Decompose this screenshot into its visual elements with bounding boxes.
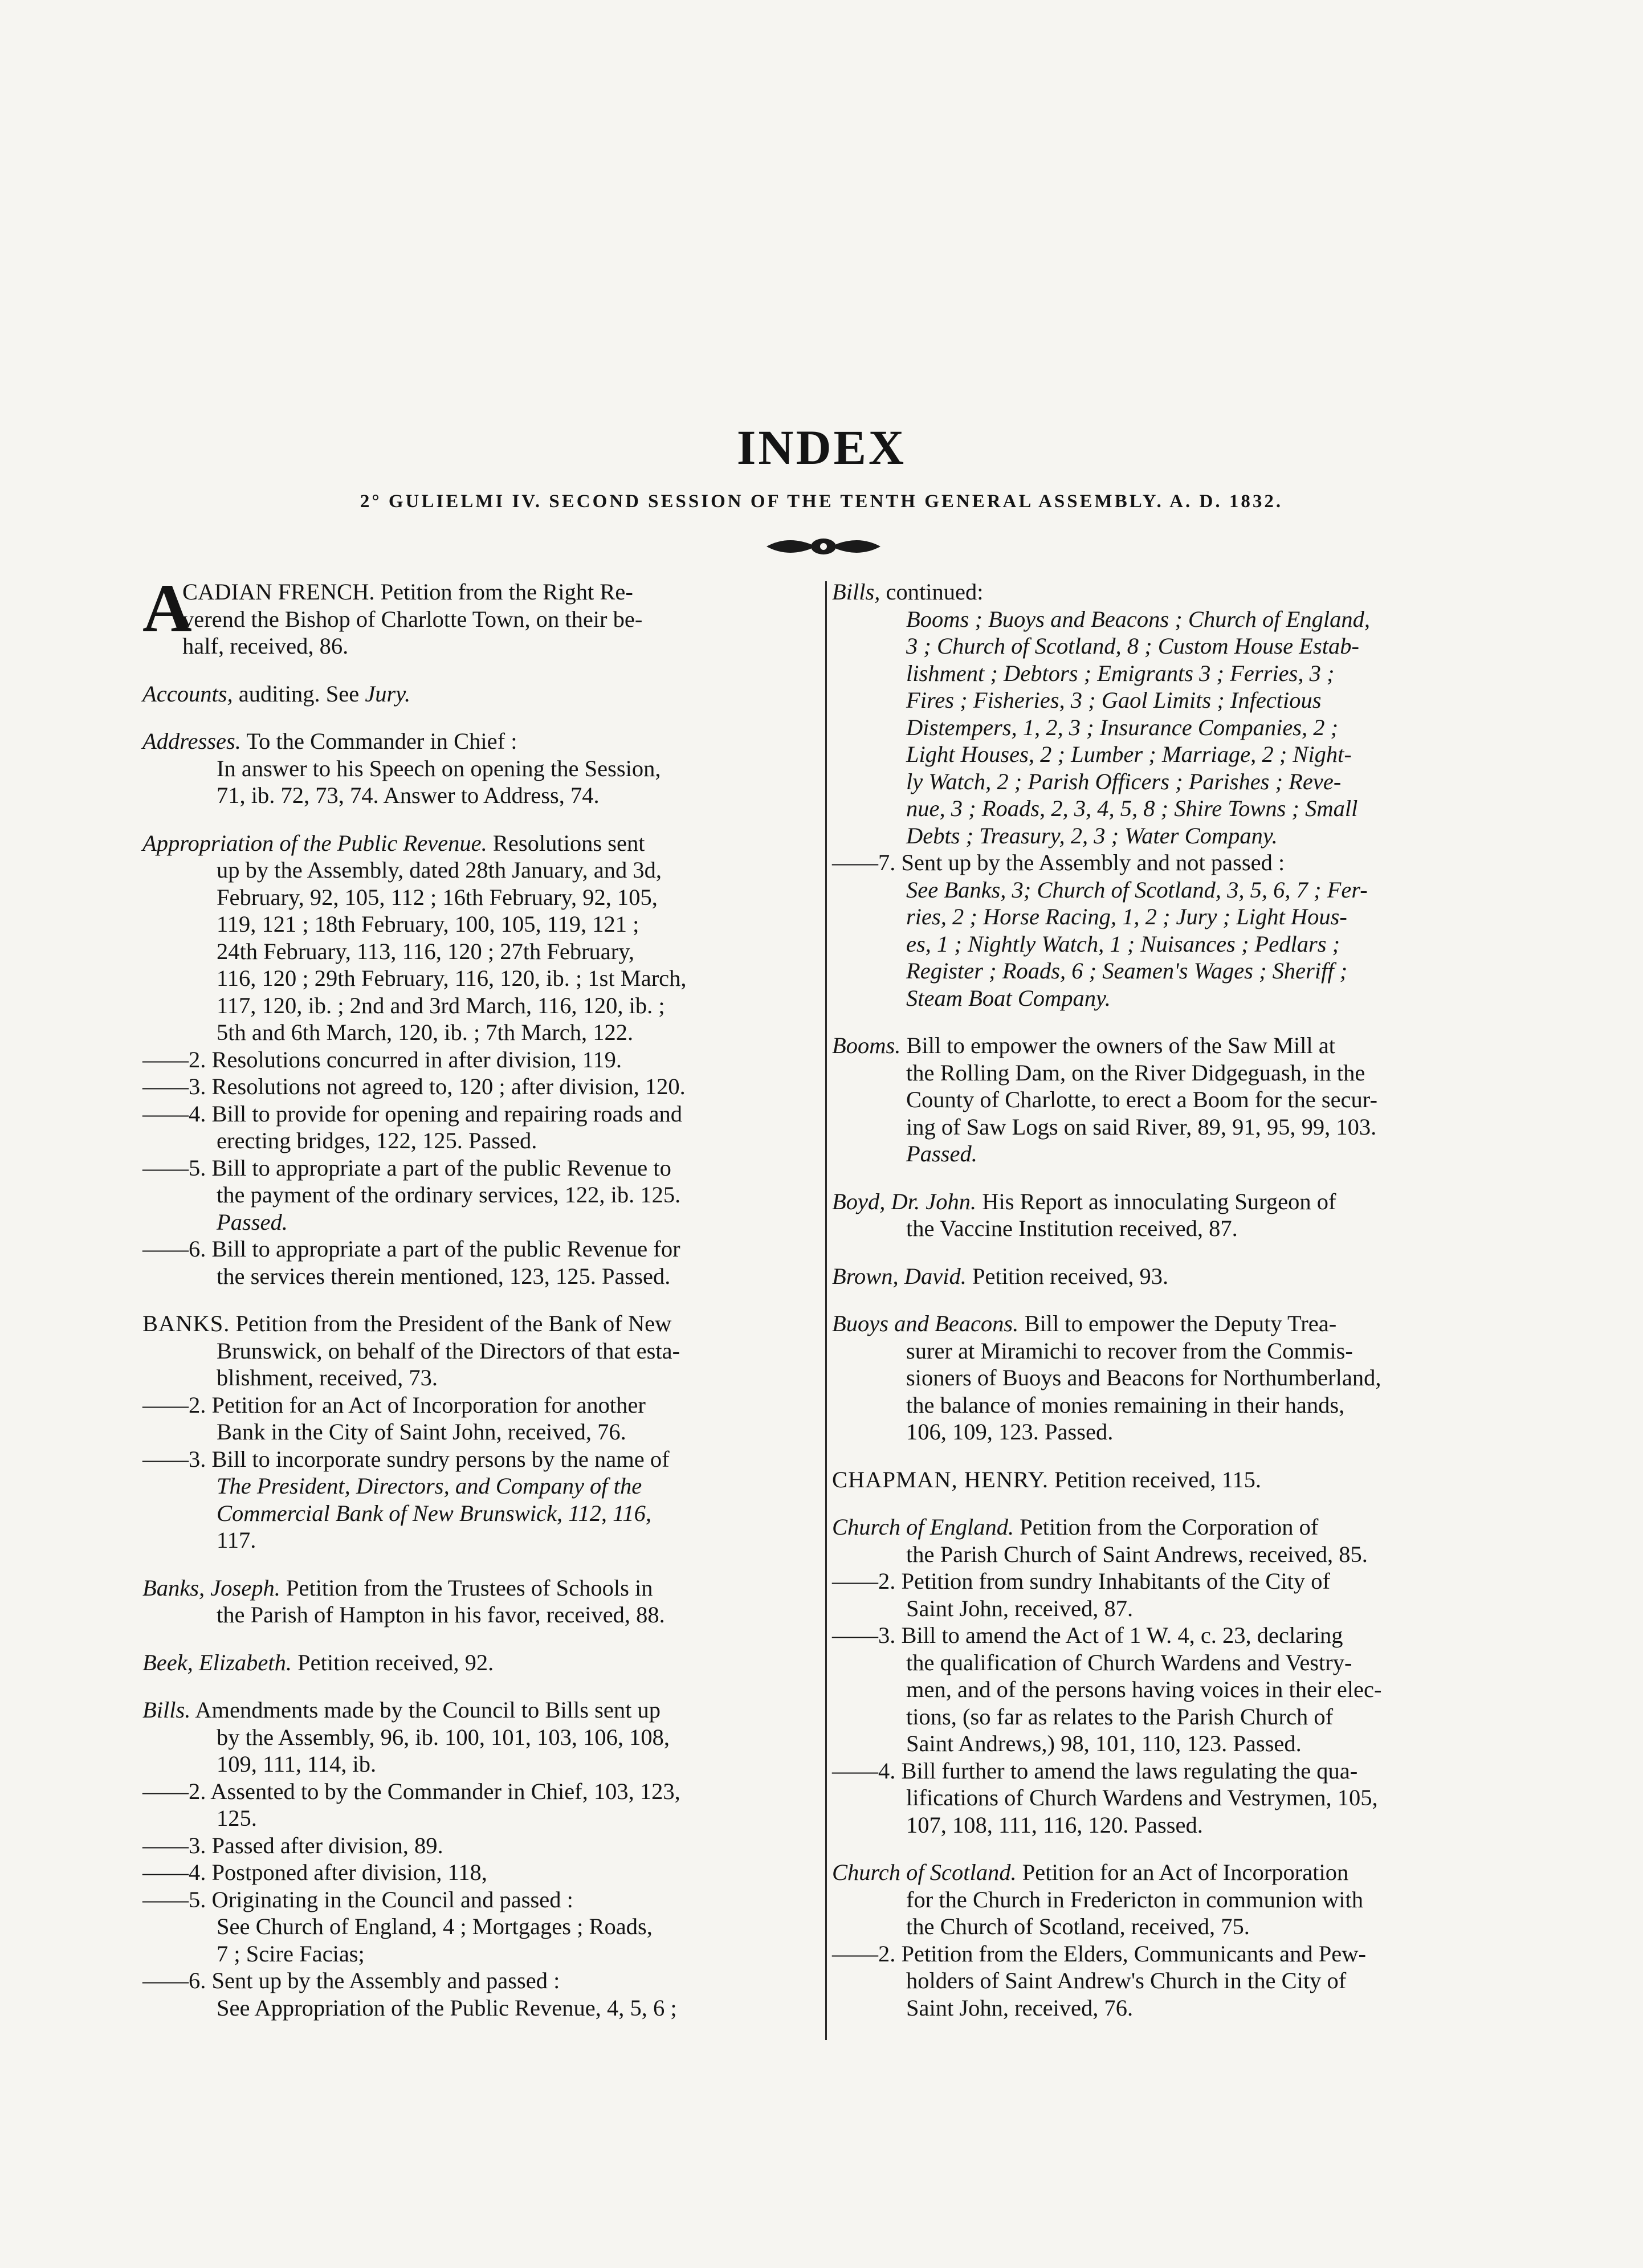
entry-heading: Brown, David. xyxy=(832,1263,967,1289)
entry-heading: Boyd, Dr. John. xyxy=(832,1188,977,1214)
entry-chapman-henry xyxy=(832,1466,1513,1494)
entry-line: verend the Bishop of Charlotte Town, on their be- xyxy=(182,606,643,632)
sub-entry: ——5. Bill to appropriate a part of the public Revenue to xyxy=(142,1155,671,1181)
entry-heading: Church of Scotland. xyxy=(832,1859,1017,1885)
sub-entry: 7 ; Scire Facias; xyxy=(217,1940,365,1967)
entry-heading: Church of England. xyxy=(832,1514,1014,1540)
sub-entry: See Church of England, 4 ; Mortgages ; Roads, xyxy=(217,1914,653,1939)
entry-heading: Accounts, xyxy=(142,680,233,707)
entry-line: 71, ib. 72, 73, 74. Answer to Address, 74. xyxy=(217,782,600,808)
entry-line: ly Watch, 2 ; Parish Officers ; Parishes ; Reve- xyxy=(906,768,1342,794)
sub-entry: tions, (so far as relates to the Parish Church of xyxy=(906,1703,1334,1729)
sub-entry: ——4. Bill further to amend the laws regulating the qua- xyxy=(832,1757,1358,1784)
entry-appropriation xyxy=(142,830,822,1290)
entry-line: 119, 121 ; 18th February, 100, 105, 119, 121 ; xyxy=(217,911,639,937)
entry-line: Booms ; Buoys and Beacons ; Church of England, xyxy=(906,606,1371,632)
entry-bills-continued xyxy=(832,578,1513,1011)
sub-entry: Steam Boat Company. xyxy=(906,985,1111,1011)
sub-entry: ——4. Bill to provide for opening and repairing roads and xyxy=(142,1100,683,1127)
entry-addresses xyxy=(142,728,822,809)
entry-buoys-beacons xyxy=(832,1310,1513,1446)
entry-line: Debts ; Treasury, 2, 3 ; Water Company. xyxy=(906,822,1278,849)
entry-text: Petition received, 93. xyxy=(966,1263,1169,1289)
entry-text: Petition for an Act of Incorporation xyxy=(1016,1859,1349,1885)
entry-text: Amendments made by the Council to Bills sent up xyxy=(190,1697,661,1723)
entry-line: 116, 120 ; 29th February, 116, 120, ib. ; 1st March, xyxy=(217,965,687,991)
entry-line: blishment, received, 73. xyxy=(217,1365,438,1390)
entry-heading: Addresses. xyxy=(142,728,241,754)
entry-line: the Rolling Dam, on the River Didgeguash, in the xyxy=(906,1059,1365,1086)
entry-accounts xyxy=(142,680,822,708)
entry-text: Petition received, 92. xyxy=(292,1649,494,1675)
sub-entry: 107, 108, 111, 116, 120. Passed. xyxy=(906,1812,1203,1838)
entry-line: for the Church in Fredericton in communion with xyxy=(906,1886,1363,1912)
sub-entry: the payment of the ordinary services, 122, ib. 125. xyxy=(217,1182,681,1208)
sub-entry: ——3. Bill to amend the Act of 1 W. 4, c. 23, declaring xyxy=(832,1622,1343,1648)
entry-line: lishment ; Debtors ; Emigrants 3 ; Ferries, 3 ; xyxy=(906,660,1335,686)
sub-entry: ries, 2 ; Horse Racing, 1, 2 ; Jury ; Light Hous- xyxy=(906,904,1347,929)
entry-text: Petition received, 115. xyxy=(1048,1466,1261,1492)
entry-line: up by the Assembly, dated 28th January, and 3d, xyxy=(217,857,662,883)
sub-entry: the services therein mentioned, 123, 125. Passed. xyxy=(217,1263,671,1289)
entry-line: sioners of Buoys and Beacons for Northumberland, xyxy=(906,1365,1381,1390)
entry-text: Resolutions sent xyxy=(487,830,645,856)
sub-entry: the qualification of Church Wardens and Vestry- xyxy=(906,1649,1352,1675)
sub-entry: erecting bridges, 122, 125. Passed. xyxy=(217,1128,537,1153)
sub-entry: The President, Directors, and Company of the xyxy=(217,1473,642,1499)
entry-line: Brunswick, on behalf of the Directors of that esta- xyxy=(217,1337,680,1364)
sub-entry: Saint John, received, 87. xyxy=(906,1595,1134,1621)
entry-line: Distempers, 1, 2, 3 ; Insurance Companies, 2 ; xyxy=(906,714,1339,740)
entry-line: ing of Saw Logs on said River, 89, 91, 95, 99, 103. xyxy=(906,1113,1377,1140)
entry-text: To the Commander in Chief : xyxy=(240,728,517,754)
sub-entry: ——4. Postponed after division, 118, xyxy=(142,1859,487,1885)
sub-entry: ——2. Petition from the Elders, Communicants and Pew- xyxy=(832,1940,1366,1967)
drop-cap: A xyxy=(142,570,192,646)
entry-heading: Banks, Joseph. xyxy=(142,1574,280,1601)
sub-entry: ——2. Petition from sundry Inhabitants of the City of xyxy=(832,1568,1331,1594)
index-column-right xyxy=(832,578,1513,2042)
entry-heading: Appropriation of the Public Revenue. xyxy=(142,830,487,856)
sub-entry: lifications of Church Wardens and Vestrymen, 105, xyxy=(906,1785,1378,1810)
ornament-divider-icon xyxy=(764,531,883,562)
sub-entry: men, and of the persons having voices in their elec- xyxy=(906,1676,1382,1702)
entry-text: His Report as innoculating Surgeon of xyxy=(976,1188,1336,1214)
entry-heading: Bills. xyxy=(142,1697,191,1723)
column-divider xyxy=(825,581,827,2040)
sub-entry: es, 1 ; Nightly Watch, 1 ; Nuisances ; Pedlars ; xyxy=(906,931,1340,957)
entry-text: Petition from the Trustees of Schools in xyxy=(280,1574,653,1601)
sub-entry: ——3. Passed after division, 89. xyxy=(142,1832,443,1858)
entry-line: Fires ; Fisheries, 3 ; Gaol Limits ; Infectious xyxy=(906,687,1322,713)
entry-line: surer at Miramichi to recover from the Commis- xyxy=(906,1337,1353,1364)
entry-line: 109, 111, 114, ib. xyxy=(217,1751,377,1777)
entry-line: In answer to his Speech on opening the Session, xyxy=(217,755,661,781)
entry-line: the Vaccine Institution received, 87. xyxy=(906,1215,1238,1241)
sub-entry: ——7. Sent up by the Assembly and not passed : xyxy=(832,850,1285,875)
entry-line: 117, 120, ib. ; 2nd and 3rd March, 116, 120, ib. ; xyxy=(217,992,665,1018)
entry-booms xyxy=(832,1032,1513,1168)
sub-entry: 125. xyxy=(217,1805,257,1831)
cross-reference: Jury. xyxy=(365,680,411,707)
entry-line: nue, 3 ; Roads, 2, 3, 4, 5, 8 ; Shire Towns ; Small xyxy=(906,796,1358,821)
sub-entry: holders of Saint Andrew's Church in the City of xyxy=(906,1968,1347,1993)
entry-heading: Booms. xyxy=(832,1033,901,1058)
sub-entry: ——6. Bill to appropriate a part of the public Revenue for xyxy=(142,1236,680,1262)
entry-line: 3 ; Church of Scotland, 8 ; Custom House Estab- xyxy=(906,633,1359,659)
page-title: INDEX xyxy=(736,420,907,475)
sub-entry: ——5. Originating in the Council and passed : xyxy=(142,1886,573,1912)
entry-text: Bill to empower the owners of the Saw Mill at xyxy=(900,1033,1335,1058)
entry-text: Petition from the President of the Bank of New xyxy=(230,1311,672,1336)
entry-line: Passed. xyxy=(906,1141,977,1166)
entry-beek-elizabeth xyxy=(142,1649,822,1676)
index-column-left xyxy=(142,570,822,2042)
sub-entry: Passed. xyxy=(217,1209,288,1235)
sub-entry: ——3. Bill to incorporate sundry persons by the name of xyxy=(142,1446,670,1472)
entry-banks xyxy=(142,1310,822,1554)
sub-entry: See Appropriation of the Public Revenue, 4, 5, 6 ; xyxy=(217,1994,677,2021)
entry-line: 106, 109, 123. Passed. xyxy=(906,1419,1114,1445)
entry-line: the Church of Scotland, received, 75. xyxy=(906,1914,1250,1939)
entry-text: continued: xyxy=(880,579,984,605)
entry-heading: Bills, xyxy=(832,579,880,605)
entry-line: the balance of monies remaining in their hands, xyxy=(906,1392,1345,1418)
entry-church-scotland xyxy=(832,1859,1513,2021)
entry-line: the Parish of Hampton in his favor, received, 88. xyxy=(217,1602,665,1627)
entry-line: 24th February, 113, 116, 120 ; 27th February, xyxy=(217,938,635,964)
entry-church-england xyxy=(832,1514,1513,1838)
sub-entry: ——6. Sent up by the Assembly and passed : xyxy=(142,1968,560,1993)
entry-line: Light Houses, 2 ; Lumber ; Marriage, 2 ; Night- xyxy=(906,741,1352,767)
entry-text: Bill to empower the Deputy Trea- xyxy=(1018,1311,1337,1336)
sub-entry: Saint Andrews,) 98, 101, 110, 123. Passed. xyxy=(906,1731,1302,1756)
entry-heading: BANKS. xyxy=(142,1311,230,1336)
entry-heading: Buoys and Beacons. xyxy=(832,1311,1019,1336)
sub-entry: Saint John, received, 76. xyxy=(906,1994,1134,2021)
entry-line: the Parish Church of Saint Andrews, received, 85. xyxy=(906,1541,1368,1567)
sub-entry: See Banks, 3; Church of Scotland, 3, 5, 6, 7 ; Fer- xyxy=(906,876,1368,903)
sub-entry: Register ; Roads, 6 ; Seamen's Wages ; Sheriff ; xyxy=(906,958,1348,984)
entry-line: by the Assembly, 96, ib. 100, 101, 103, 106, 108, xyxy=(217,1724,670,1750)
entry-line: February, 92, 105, 112 ; 16th February, 92, 105, xyxy=(217,884,658,910)
sub-entry: ——2. Assented to by the Commander in Chief, 103, 123, xyxy=(142,1778,680,1804)
entry-line: half, received, 86. xyxy=(182,633,349,659)
entry-heading: CHAPMAN, HENRY. xyxy=(832,1466,1049,1492)
sub-entry: Bank in the City of Saint John, received, 76. xyxy=(217,1419,626,1445)
entry-line: 5th and 6th March, 120, ib. ; 7th March, 122. xyxy=(217,1019,634,1045)
entry-line: CADIAN FRENCH. Petition from the Right Re- xyxy=(182,579,633,605)
entry-text: auditing. See xyxy=(233,680,365,707)
entry-banks-joseph xyxy=(142,1574,822,1629)
sub-entry: ——2. Petition for an Act of Incorporation for another xyxy=(142,1392,646,1418)
entry-bills xyxy=(142,1696,822,2021)
sub-entry: ——2. Resolutions concurred in after division, 119. xyxy=(142,1046,622,1072)
page-subtitle: 2° GULIELMI IV. SECOND SESSION OF THE TENTH GENERAL ASSEMBLY. A. D. 1832. xyxy=(360,491,1283,512)
sub-entry: 117. xyxy=(217,1527,256,1553)
entry-line: County of Charlotte, to erect a Boom for the secur- xyxy=(906,1087,1377,1112)
sub-entry: ——3. Resolutions not agreed to, 120 ; after division, 120. xyxy=(142,1074,686,1099)
sub-entry: Commercial Bank of New Brunswick, 112, 116, xyxy=(217,1500,652,1526)
entry-heading: Beek, Elizabeth. xyxy=(142,1649,292,1675)
entry-brown-david xyxy=(832,1263,1513,1290)
entry-text: Petition from the Corporation of xyxy=(1014,1514,1319,1540)
entry-acadian-french xyxy=(142,570,822,660)
entry-boyd-john xyxy=(832,1188,1513,1242)
